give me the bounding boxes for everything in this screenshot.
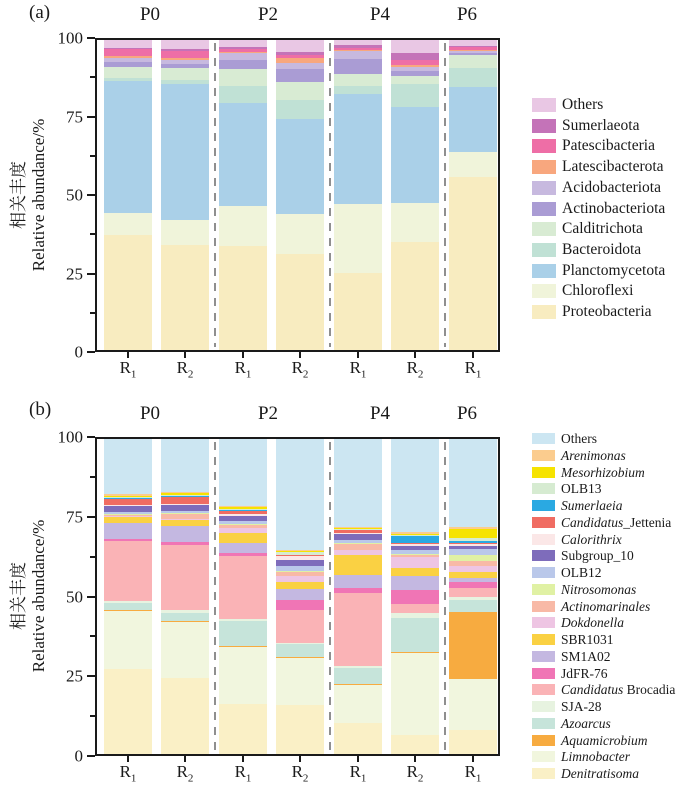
y-tick-label: 50	[66, 587, 83, 606]
x-tick-label: $R_1$	[234, 358, 252, 381]
legend-label: Patescibacteria	[562, 137, 655, 155]
bar-segment-SM1A02	[104, 523, 152, 538]
legend-swatch	[532, 534, 555, 545]
bar-segment-Others	[334, 439, 382, 527]
bar-segment-Candidatus_Jettenia	[161, 497, 209, 504]
legend-label: Arenimonas	[561, 447, 626, 463]
y-tick-label: 100	[57, 427, 83, 447]
legend-label: Sumerlaeia	[561, 498, 623, 513]
bar-segment-Limnobacter	[449, 679, 497, 730]
bar-segment-SM1A02	[219, 543, 267, 553]
group-label-P6: P6	[456, 403, 478, 424]
legend-label: Latescibacterota	[562, 158, 664, 176]
y-major-tick	[87, 516, 95, 518]
group-label-P4: P4	[369, 4, 391, 25]
y-major-tick	[87, 436, 95, 438]
x-tick-label: $R_1$	[464, 762, 482, 785]
bar-segment-Denitratisoma	[276, 705, 324, 754]
y-tick-label: 0	[74, 342, 83, 362]
legend-swatch	[532, 701, 555, 712]
y-tick-label: 25	[66, 264, 83, 283]
y-minor-tick	[90, 556, 95, 558]
y-major-tick	[87, 675, 95, 677]
bar-segment-Denitratisoma	[449, 730, 497, 754]
bar-segment-SM1A02	[391, 576, 439, 590]
group-label-P4: P4	[369, 403, 391, 424]
x-tick-label: $R_2$	[176, 358, 194, 381]
legend-swatch	[532, 735, 555, 746]
y-minor-tick	[90, 715, 95, 717]
legend-label: Candidatus Brocadia	[561, 682, 676, 698]
legend-swatch	[532, 500, 555, 511]
legend-swatch	[532, 768, 555, 779]
bar-segment-Candidatus Brocadia	[219, 556, 267, 619]
group-label-P0: P0	[139, 403, 161, 424]
legend-label: Azoarcus	[561, 715, 611, 731]
legend-swatch	[532, 651, 555, 662]
bar-segment-Denitratisoma	[161, 678, 209, 754]
bar-segment-JdFR-76	[276, 600, 324, 609]
legend-label: Others	[561, 431, 597, 446]
y-axis-title-b-en: Relative abundance/%	[29, 519, 48, 673]
legend-label: Chloroflexi	[562, 282, 634, 300]
panel-b-label: (b)	[29, 399, 52, 420]
legend-swatch	[532, 684, 555, 695]
legend-label: Acidobacteriota	[562, 178, 661, 196]
legend-swatch	[532, 668, 555, 679]
bar-segment-Candidatus Brocadia	[334, 593, 382, 666]
bar-segment-SBR1031	[391, 568, 439, 576]
legend-swatch	[532, 433, 555, 444]
legend-label: Aquamicrobium	[561, 732, 648, 748]
legend-swatch	[532, 450, 555, 461]
bar-segment-Dokdonella	[391, 557, 439, 568]
y-minor-tick	[90, 635, 95, 637]
bar-segment-SBR1031	[334, 555, 382, 575]
legend-label: Candidatus_Jettenia	[561, 514, 672, 530]
bar	[391, 439, 439, 754]
bar-segment-Azoarcus	[449, 600, 497, 612]
legend-label: Calditrichota	[562, 220, 643, 238]
group-separator	[214, 442, 216, 751]
x-tick-label: $R_1$	[349, 358, 367, 381]
bar-segment-Others	[219, 439, 267, 506]
bar-segment-Limnobacter	[334, 685, 382, 723]
legend-label: Calorithrix	[561, 531, 622, 547]
x-tick-label: $R_2$	[291, 358, 309, 381]
x-tick-label: $R_1$	[349, 762, 367, 785]
bar-segment-Azoarcus	[276, 644, 324, 657]
bar	[161, 439, 209, 754]
legend-swatch	[532, 483, 555, 494]
legend-label: Limnobacter	[561, 749, 630, 765]
legend-label: SM1A02	[561, 648, 611, 664]
y-major-tick	[87, 596, 95, 598]
group-label-P6: P6	[456, 4, 478, 25]
bar	[276, 439, 324, 754]
bar-segment-Candidatus Brocadia	[104, 541, 152, 601]
bar-segment-Azoarcus	[391, 618, 439, 653]
bar-segment-Azoarcus	[334, 668, 382, 684]
bar-segment-JdFR-76	[391, 590, 439, 604]
legend-label: Planctomycetota	[562, 261, 666, 279]
legend-label: Others	[562, 96, 604, 113]
bar-segment-SBR1031	[219, 533, 267, 543]
y-major-tick	[87, 755, 95, 757]
bar-segment-SM1A02	[161, 526, 209, 542]
y-minor-tick	[90, 476, 95, 478]
legend-swatch	[532, 550, 555, 561]
bar-segment-Denitratisoma	[391, 735, 439, 754]
legend-swatch	[532, 584, 555, 595]
bar-segment-Limnobacter	[104, 611, 152, 669]
group-label-P0: P0	[139, 4, 161, 25]
legend-label: Actinobacteriota	[562, 199, 666, 217]
group-separator	[444, 442, 446, 751]
bar-segment-Limnobacter	[161, 622, 209, 679]
legend-label: Bacteroidota	[562, 240, 642, 258]
y-tick-label: 75	[66, 507, 83, 527]
legend-swatch	[532, 751, 555, 762]
x-tick-label: $R_1$	[234, 762, 252, 785]
bar-segment-Denitratisoma	[334, 723, 382, 755]
bar-segment-Azoarcus	[219, 621, 267, 646]
x-tick-label: $R_1$	[119, 358, 137, 381]
legend-swatch	[532, 718, 555, 729]
legend-label: Mesorhizobium	[561, 464, 645, 480]
bar-segment-Limnobacter	[219, 647, 267, 704]
x-tick-label: $R_1$	[464, 358, 482, 381]
legend-label: Denitratisoma	[561, 766, 640, 781]
legend-swatch	[532, 517, 555, 528]
plot-area-b	[95, 437, 500, 756]
legend-label: OLB12	[561, 565, 602, 580]
legend-swatch	[532, 634, 555, 645]
legend-label: Actinomarinales	[561, 598, 651, 614]
bar-segment-Limnobacter	[276, 658, 324, 705]
group-label-P2: P2	[257, 4, 279, 25]
bar-segment-SM1A02	[334, 575, 382, 588]
legend-label: SJA-28	[561, 699, 602, 714]
x-tick-label: $R_2$	[176, 762, 194, 785]
bar-segment-Azoarcus	[161, 613, 209, 621]
bar	[334, 439, 382, 754]
y-tick-label: 50	[66, 185, 83, 205]
y-tick-label: 25	[66, 666, 83, 686]
bar-segment-Denitratisoma	[104, 669, 152, 754]
y-tick-label: 100	[57, 28, 83, 48]
legend-label: SBR1031	[561, 632, 614, 647]
legend-label: Subgroup_10	[561, 548, 634, 564]
bar-segment-Azoarcus	[104, 603, 152, 610]
bar-segment-SM1A02	[276, 589, 324, 600]
bar-segment-Others	[449, 439, 497, 527]
legend-label: Sumerlaeota	[562, 116, 640, 134]
legend-label: OLB13	[561, 481, 602, 497]
y-axis-title-a-cn: 相关丰度	[9, 161, 28, 229]
bar-segment-Others	[391, 439, 439, 532]
panel-a-label: (a)	[29, 2, 51, 23]
bar-segment-Aquamicrobium	[449, 612, 497, 679]
x-tick-label: $R_2$	[291, 762, 309, 785]
legend-label: JdFR-76	[561, 665, 608, 681]
bar-segment-Others	[161, 439, 209, 492]
bar-segment-Limnobacter	[391, 653, 439, 735]
bar-segment-SBR1031	[276, 582, 324, 589]
x-tick-label: $R_1$	[119, 762, 137, 785]
bar-segment-Candidatus Brocadia	[449, 588, 497, 596]
y-tick-label: 75	[66, 107, 83, 126]
bar-segment-Candidatus Brocadia	[391, 604, 439, 613]
group-label-P2: P2	[257, 403, 279, 424]
bar-segment-Others	[104, 439, 152, 494]
bar	[449, 439, 497, 754]
legend-swatch	[532, 567, 555, 578]
bar	[219, 439, 267, 754]
group-separator	[329, 442, 331, 751]
y-axis-title-b-cn: 相关丰度	[9, 562, 28, 630]
bar-segment-Candidatus Brocadia	[161, 545, 209, 610]
bar-segment-Mesorhizobium	[449, 529, 497, 538]
bar-segment-Others	[276, 439, 324, 550]
legend-swatch	[532, 617, 555, 628]
legend-swatch	[532, 467, 555, 478]
x-tick-label: $R_2$	[406, 358, 424, 381]
x-tick-label: $R_2$	[406, 762, 424, 785]
legend-label: Nitrosomonas	[561, 581, 637, 597]
y-tick-label: 0	[74, 746, 83, 766]
bar	[104, 439, 152, 754]
bar-segment-Denitratisoma	[219, 704, 267, 754]
legend-label: Dokdonella	[561, 615, 624, 631]
legend-label: Proteobacteria	[562, 303, 652, 320]
bar-segment-Candidatus Brocadia	[276, 610, 324, 643]
y-axis-title-a-en: Relative abundance/%	[29, 118, 48, 272]
legend-swatch	[532, 601, 555, 612]
